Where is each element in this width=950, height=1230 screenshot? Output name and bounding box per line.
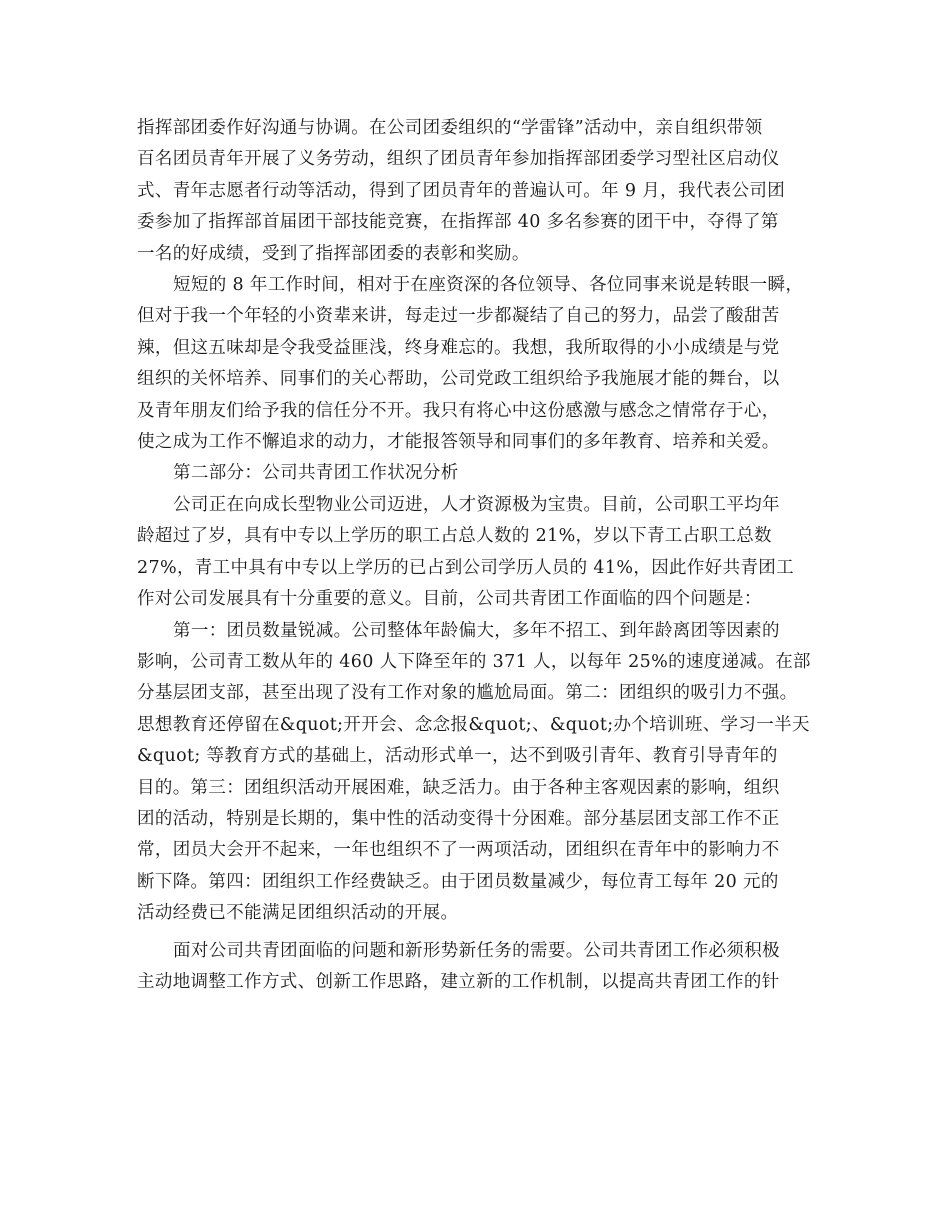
paragraph-4 [137, 616, 827, 930]
text-line: 目的。第三：团组织活动开展困难，缺乏活力。由于各种主客观因素的影响，组织 [137, 777, 780, 798]
text-line: 作对公司发展具有十分重要的意义。目前，公司共青团工作面临的四个问题是： [137, 589, 762, 610]
paragraph-2 [137, 270, 827, 458]
text-line: 辣，但这五味却是令我受益匪浅，终身难忘的。我想，我所取得的小小成绩是与党 [137, 337, 780, 358]
text-line: 指挥部团委作好沟通与协调。在公司团委组织的“学雷锋”活动中，亲自组织带领 [137, 118, 763, 138]
text-line: 但对于我一个年轻的小资辈来讲，每走过一步都凝结了自己的努力，品尝了酸甜苦 [137, 306, 780, 327]
paragraph-5 [137, 936, 827, 999]
document-body [137, 113, 827, 998]
text-line: 短短的 8 年工作时间，相对于在座资深的各位领导、各位同事来说是转眼一瞬， [173, 275, 804, 296]
text-line: 及青年朋友们给予我的信任分不开。我只有将心中这份感激与感念之情常存于心， [137, 400, 780, 421]
text-line: 使之成为工作不懈追求的动力，才能报答领导和同事们的多年教育、培养和关爱。 [137, 432, 780, 453]
section-heading-text: 第二部分：公司共青团工作状况分析 [173, 463, 459, 484]
section-heading [137, 458, 827, 489]
text-line: 百名团员青年开展了义务劳动，组织了团员青年参加指挥部团委学习型社区启动仪 [137, 149, 780, 170]
paragraph-1 [137, 113, 827, 270]
text-line: 影响，公司青工数从年的 460 人下降至年的 371 人，以每年 25%的速度递减。在部 [137, 651, 811, 672]
text-line: 公司正在向成长型物业公司迈进，人才资源极为宝贵。目前，公司职工平均年 [173, 494, 780, 515]
text-line: 断下降。第四：团组织工作经费缺乏。由于团员数量减少，每位青工每年 20 元的 [137, 871, 779, 892]
text-line: 分基层团支部，甚至出现了没有工作对象的尴尬局面。第二：团组织的吸引力不强。 [137, 683, 798, 704]
text-line: 一名的好成绩，受到了指挥部团委的表彰和奖励。 [137, 243, 530, 264]
text-line: 团的活动，特别是长期的，集中性的活动变得十分困难。部分基层团支部工作不正 [137, 808, 780, 829]
text-line: 主动地调整工作方式、创新工作思路，建立新的工作机制，以提高共青团工作的针 [137, 971, 780, 992]
text-line: 面对公司共青团面临的问题和新形势新任务的需要。公司共青团工作必须积极 [173, 940, 780, 961]
text-line: 常，团员大会开不起来，一年也组织不了一两项活动，团组织在青年中的影响力不 [137, 840, 780, 861]
text-line: 27%，青工中具有中专以上学历的已占到公司学历人员的 41%，因此作好共青团工 [137, 557, 795, 578]
text-line: 式、青年志愿者行动等活动，得到了团员青年的普遍认可。年 9 月，我代表公司团 [137, 180, 786, 201]
text-line: 委参加了指挥部首届团干部技能竞赛，在指挥部 40 多名参赛的团干中，夺得了第 [137, 212, 779, 233]
text-line: 组织的关怀培养、同事们的关心帮助，公司党政工组织给予我施展才能的舞台，以 [137, 369, 780, 390]
text-line: 第一：团员数量锐减。公司整体年龄偏大，多年不招工、到年龄离团等因素的 [173, 620, 780, 641]
text-line: &quot; 等教育方式的基础上，活动形式单一，达不到吸引青年、教育引导青年的 [137, 746, 778, 767]
text-line: 活动经费已不能满足团组织活动的开展。 [137, 903, 459, 924]
paragraph-3 [137, 490, 827, 616]
text-line: 龄超过了岁，具有中专以上学历的职工占总人数的 21%，岁以下青工占职工总数 [137, 526, 772, 547]
text-line: 思想教育还停留在&quot;开开会、念念报&quot;、&quot;办个培训班、学习一半天 [137, 714, 810, 735]
